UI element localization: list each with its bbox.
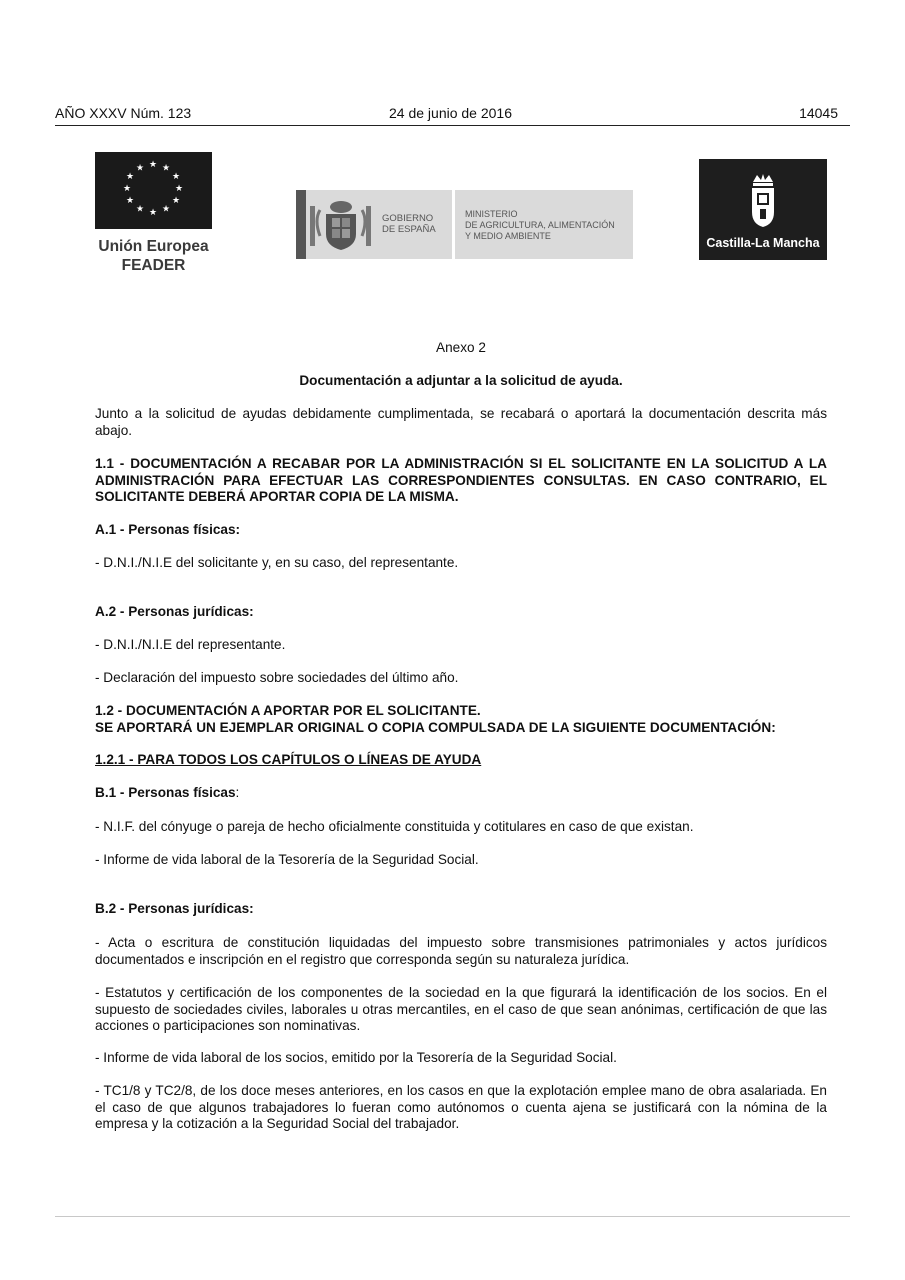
eu-logo-line2: FEADER — [121, 257, 186, 274]
eu-feader-logo — [95, 152, 212, 274]
eu-flag-icon — [95, 152, 212, 229]
svg-text:★: ★ — [122, 184, 132, 194]
ministerio-line2: DE AGRICULTURA, ALIMENTACIÓN — [465, 220, 615, 230]
gobierno-line1: GOBIERNO — [382, 213, 434, 224]
section-1-2-1-heading: 1.2.1 - PARA TODOS LOS CAPÍTULOS O LÍNEAS DE AYUDA — [95, 752, 482, 767]
b1-heading-text: B.1 - Personas físicas — [95, 785, 236, 800]
svg-text:★: ★ — [171, 196, 181, 206]
bulletin-issue: AÑO XXXV Núm. 123 — [55, 105, 192, 121]
svg-text:★: ★ — [148, 160, 158, 170]
svg-text:★: ★ — [135, 204, 145, 215]
svg-text:★: ★ — [135, 163, 145, 174]
svg-text:★: ★ — [174, 184, 184, 194]
b1-item-2: - Informe de vida laboral de la Tesorería de la Seguridad Social. — [95, 852, 479, 867]
clm-logo-text: Castilla-La Mancha — [706, 236, 820, 250]
page-number: 14045 — [799, 105, 838, 121]
intro-paragraph: Junto a la solicitud de ayudas debidamente cumplimentada, se recabará o aportará la documentación descrita más abajo. — [95, 406, 827, 438]
b1-item-1: - N.I.F. del cónyuge o pareja de hecho oficialmente constituida y cotitulares en caso de que existan. — [95, 819, 694, 834]
a1-heading: A.1 - Personas físicas: — [95, 522, 241, 537]
b2-item-3: - Informe de vida laboral de los socios, emitido por la Tesorería de la Seguridad Social. — [95, 1050, 617, 1065]
b2-item-2: - Estatutos y certificación de los componentes de la sociedad en la que figurará la identificación de los socios. En el supuesto de sociedades civiles, laborales u otras mercantiles, en el caso de que sean anónimas, certificación de que las acciones o participaciones son nominativas. — [95, 985, 827, 1033]
document-title: Documentación a adjuntar a la solicitud de ayuda. — [299, 373, 623, 388]
section-1-1-heading: 1.1 - DOCUMENTACIÓN A RECABAR POR LA ADMINISTRACIÓN SI EL SOLICITANTE EN LA SOLICITUD A LA ADMINISTRACIÓN PARA EFECTUAR LAS CORRESPONDIENTES CONSULTAS. EN CASO CONTRARIO, EL SOLICITANTE DEBERÁ APORTAR COPIA DE LA MISMA. — [95, 456, 827, 504]
a1-item-1: - D.N.I./N.I.E del solicitante y, en su caso, del representante. — [95, 555, 459, 570]
castilla-la-mancha-logo — [699, 159, 827, 260]
a2-item-2: - Declaración del impuesto sobre sociedades del último año. — [95, 670, 459, 685]
castle-crest-icon — [749, 173, 777, 229]
svg-text:★: ★ — [125, 172, 135, 182]
gobierno-line2: DE ESPAÑA — [382, 224, 436, 235]
b2-item-1: - Acta o escritura de constitución liquidadas del impuesto sobre transmisiones patrimoniales y actos jurídicos documentados e inscripción en el registro que corresponda según su naturaleza jurídica. — [95, 935, 827, 967]
bulletin-date: 24 de junio de 2016 — [389, 105, 512, 121]
svg-text:★: ★ — [148, 208, 158, 218]
annex-label: Anexo 2 — [436, 340, 486, 355]
section-1-2-line1: 1.2 - DOCUMENTACIÓN A APORTAR POR EL SOLICITANTE. — [95, 703, 481, 718]
svg-text:★: ★ — [125, 196, 135, 206]
b2-heading: B.2 - Personas jurídicas: — [95, 901, 254, 916]
svg-text:★: ★ — [161, 204, 171, 215]
ministerio-line1: MINISTERIO — [465, 209, 518, 219]
b1-heading-colon: : — [235, 785, 240, 800]
svg-text:★: ★ — [161, 163, 171, 174]
ministerio-line3: Y MEDIO AMBIENTE — [465, 231, 551, 241]
a2-item-1: - D.N.I./N.I.E del representante. — [95, 637, 286, 652]
a2-heading: A.2 - Personas jurídicas: — [95, 604, 254, 619]
b2-item-4: - TC1/8 y TC2/8, de los doce meses anteriores, en los casos en que la explotación emplee mano de obra asalariada. En el caso de que algunos trabajadores lo fueran como autónomos o cuenta ajena se justificará con la nómina de la empresa y la cotización a la Seguridad Social del trabajador. — [95, 1083, 827, 1131]
section-1-2-heading — [95, 703, 827, 736]
footer-divider — [55, 1216, 850, 1217]
svg-text:★: ★ — [171, 172, 181, 182]
eu-logo-line1: Unión Europea — [98, 238, 209, 255]
page-header — [55, 104, 850, 126]
spain-coat-of-arms-icon — [308, 198, 378, 253]
section-1-2-line2: SE APORTARÁ UN EJEMPLAR ORIGINAL O COPIA COMPULSADA DE LA SIGUIENTE DOCUMENTACIÓN: — [95, 719, 776, 735]
b1-heading — [95, 785, 827, 802]
gobierno-ministerio-logo — [296, 190, 633, 259]
